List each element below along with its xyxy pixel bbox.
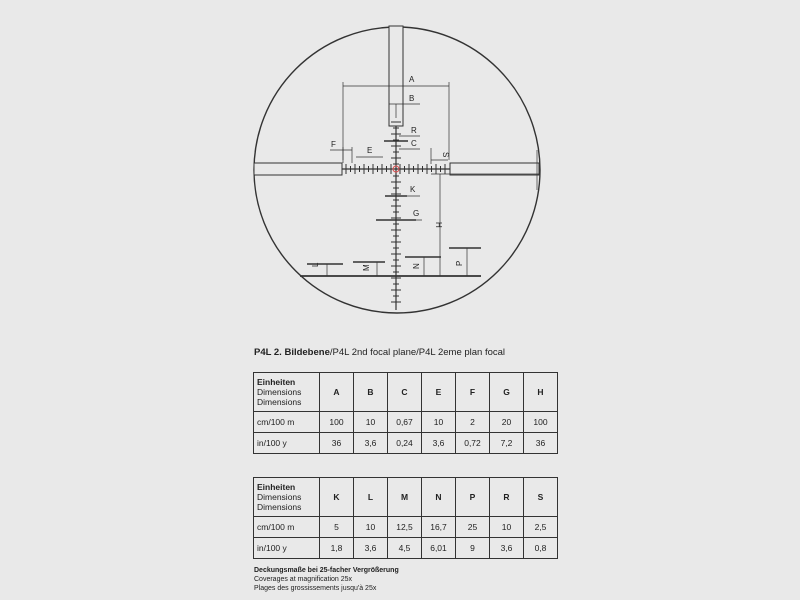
cell: 7,2 — [490, 433, 524, 454]
col-header: B — [354, 373, 388, 412]
label-l: L — [311, 262, 320, 267]
col-header: R — [490, 478, 524, 517]
label-p: P — [455, 260, 464, 266]
label-c: C — [411, 139, 417, 148]
col-header: K — [320, 478, 354, 517]
col-header: P — [456, 478, 490, 517]
col-header: G — [490, 373, 524, 412]
cell: 16,7 — [422, 517, 456, 538]
cell: 3,6 — [354, 538, 388, 559]
cell: 20 — [490, 412, 524, 433]
dimension-f — [330, 147, 352, 163]
cell: 25 — [456, 517, 490, 538]
row-label: cm/100 m — [254, 412, 320, 433]
right-post — [450, 163, 539, 175]
col-header: L — [354, 478, 388, 517]
label-h: H — [434, 222, 443, 228]
left-post — [254, 163, 342, 175]
cell: 36 — [320, 433, 354, 454]
cell: 0,24 — [388, 433, 422, 454]
units-en: Dimensions — [257, 492, 302, 502]
label-a: A — [409, 75, 415, 84]
cell: 3,6 — [490, 538, 524, 559]
label-k: K — [410, 185, 416, 194]
label-n: N — [412, 263, 421, 269]
dimensions-table-2 — [253, 477, 558, 559]
table-row — [254, 433, 558, 454]
label-m: M — [362, 264, 371, 271]
cell: 6,01 — [422, 538, 456, 559]
cell: 0,8 — [524, 538, 558, 559]
reticle-title — [254, 347, 505, 358]
units-fr: Dimensions — [257, 502, 302, 512]
units-en: Dimensions — [257, 387, 302, 397]
table1-header-row — [254, 373, 558, 412]
dimension-h — [431, 174, 540, 276]
label-f: F — [331, 140, 336, 149]
table-row — [254, 412, 558, 433]
label-r: R — [411, 126, 417, 135]
col-header: F — [456, 373, 490, 412]
col-header: E — [422, 373, 456, 412]
cell: 2,5 — [524, 517, 558, 538]
cell: 10 — [354, 517, 388, 538]
col-header: S — [524, 478, 558, 517]
cell: 1,8 — [320, 538, 354, 559]
cell: 10 — [490, 517, 524, 538]
cell: 12,5 — [388, 517, 422, 538]
col-header: H — [524, 373, 558, 412]
col-header: A — [320, 373, 354, 412]
cell: 2 — [456, 412, 490, 433]
cell: 36 — [524, 433, 558, 454]
cell: 10 — [422, 412, 456, 433]
label-e: E — [367, 146, 373, 155]
table-row — [254, 517, 558, 538]
footnote-fr: Plages des grossissements jusqu'à 25x — [254, 585, 377, 592]
cell: 9 — [456, 538, 490, 559]
title-rest: /P4L 2nd focal plane/P4L 2eme plan focal — [329, 347, 506, 358]
label-b: B — [409, 94, 415, 103]
table2-units-cell — [254, 478, 320, 517]
col-header: M — [388, 478, 422, 517]
cell: 0,67 — [388, 412, 422, 433]
units-de: Einheiten — [257, 377, 296, 387]
cell: 3,6 — [422, 433, 456, 454]
row-label: in/100 y — [254, 538, 320, 559]
table2-header-row — [254, 478, 558, 517]
footnote-en: Coverages at magnification 25x — [254, 576, 353, 583]
footnote — [254, 566, 399, 593]
units-de: Einheiten — [257, 482, 296, 492]
table-row — [254, 538, 558, 559]
label-s: S — [441, 152, 450, 158]
row-label: in/100 y — [254, 433, 320, 454]
cell: 10 — [354, 412, 388, 433]
title-bold: P4L 2. Bildebene — [254, 347, 330, 358]
cell: 100 — [524, 412, 558, 433]
label-g: G — [413, 209, 420, 218]
row-label: cm/100 m — [254, 517, 320, 538]
col-header: N — [422, 478, 456, 517]
table1-units-cell — [254, 373, 320, 412]
cell: 4,5 — [388, 538, 422, 559]
footnote-de: Deckungsmaße bei 25-facher Vergrößerung — [254, 567, 399, 574]
cell: 5 — [320, 517, 354, 538]
units-fr: Dimensions — [257, 397, 302, 407]
dimensions-table-1 — [253, 372, 558, 454]
cell: 3,6 — [354, 433, 388, 454]
cell: 0,72 — [456, 433, 490, 454]
col-header: C — [388, 373, 422, 412]
cell: 100 — [320, 412, 354, 433]
